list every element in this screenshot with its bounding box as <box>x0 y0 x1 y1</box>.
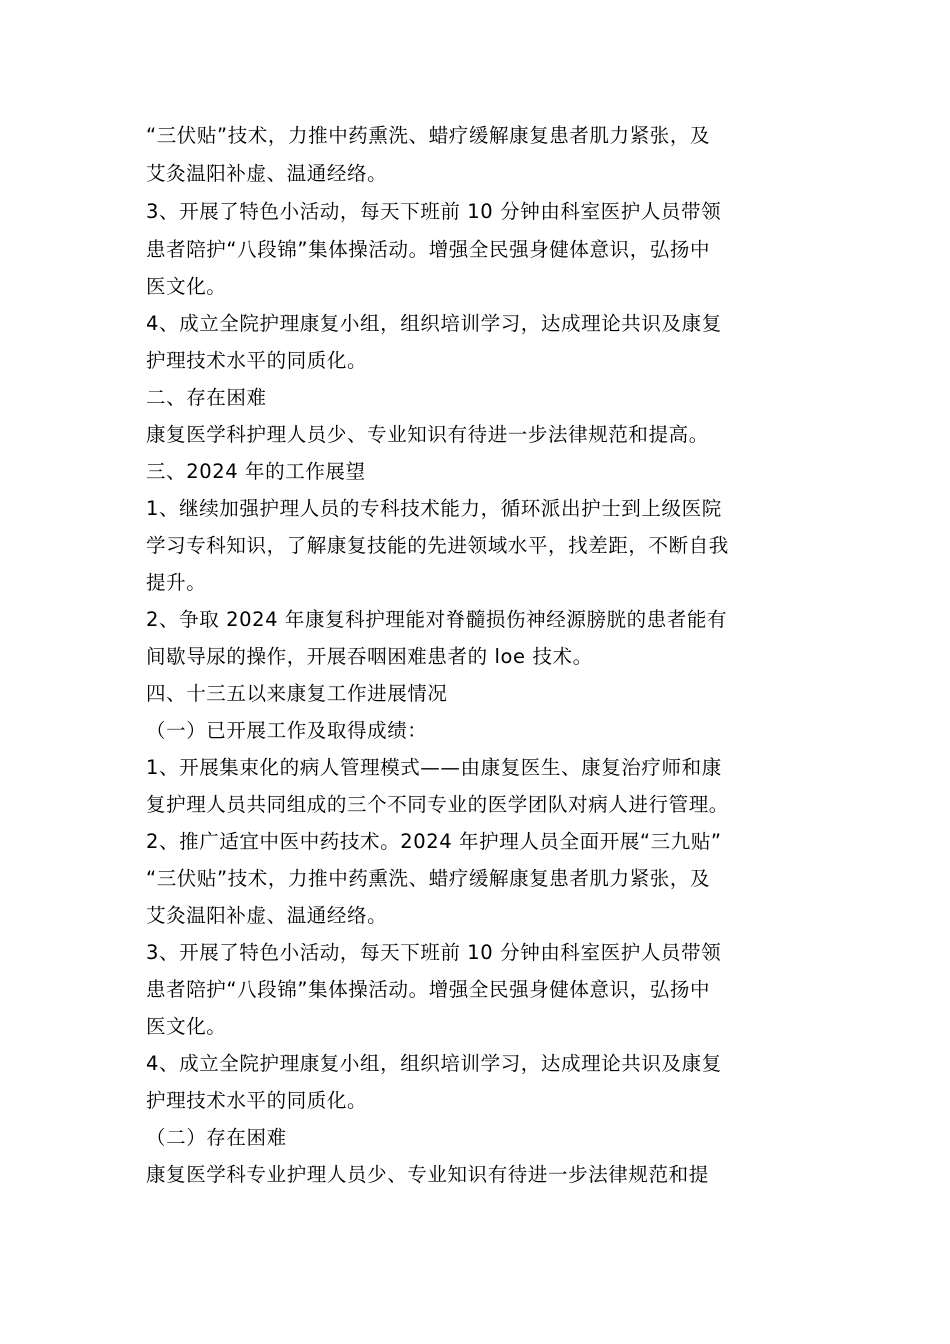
text-line: 学习专科知识，了解康复技能的先进领域水平，找差距，不断自我 <box>146 534 729 557</box>
text-line: 医文化。 <box>146 275 227 298</box>
section-heading: 二、存在困难 <box>146 386 267 409</box>
text-line: 护理技术水平的同质化。 <box>146 349 368 372</box>
text-line: 艾灸温阳补虚、温通经络。 <box>146 162 388 185</box>
text-line: 护理技术水平的同质化。 <box>146 1089 368 1112</box>
text-line: “三伏贴”技术，力推中药熏洗、蜡疗缓解康复患者肌力紧张，及 <box>146 124 711 147</box>
section-heading: 四、十三五以来康复工作进展情况 <box>146 682 448 705</box>
text-line: “三伏贴”技术，力推中药熏洗、蜡疗缓解康复患者肌力紧张，及 <box>146 867 711 890</box>
text-line: 患者陪护“八段锦”集体操活动。增强全民强身健体意识，弘扬中 <box>146 238 711 261</box>
text-line: 提升。 <box>146 571 207 594</box>
text-line: 4、成立全院护理康复小组，组织培训学习，达成理论共识及康复 <box>146 312 722 335</box>
text-line: 患者陪护“八段锦”集体操活动。增强全民强身健体意识，弘扬中 <box>146 978 711 1001</box>
subsection-heading: （一）已开展工作及取得成绩： <box>146 719 428 742</box>
text-line: 1、继续加强护理人员的专科技术能力，循环派出护士到上级医院 <box>146 497 722 520</box>
text-line: 1、开展集束化的病人管理模式——由康复医生、康复治疗师和康 <box>146 756 722 779</box>
subsection-heading: （二）存在困难 <box>146 1126 287 1149</box>
text-line: 2、争取 2024 年康复科护理能对脊髓损伤神经源膀胱的患者能有 <box>146 608 728 631</box>
text-line: 艾灸温阳补虚、温通经络。 <box>146 904 388 927</box>
text-line: 复护理人员共同组成的三个不同专业的医学团队对病人进行管理。 <box>146 793 729 816</box>
text-line: 2、推广适宜中医中药技术。2024 年护理人员全面开展“三九贴” <box>146 830 722 853</box>
text-line: 3、开展了特色小活动，每天下班前 10 分钟由科室医护人员带领 <box>146 941 722 964</box>
text-line: 间歇导尿的操作，开展吞咽困难患者的 loe 技术。 <box>146 645 593 668</box>
text-line: 3、开展了特色小活动，每天下班前 10 分钟由科室医护人员带领 <box>146 200 722 223</box>
text-line: 康复医学科护理人员少、专业知识有待进一步法律规范和提高。 <box>146 423 709 446</box>
text-line: 康复医学科专业护理人员少、专业知识有待进一步法律规范和提 <box>146 1163 709 1186</box>
text-line: 医文化。 <box>146 1015 227 1038</box>
section-heading: 三、2024 年的工作展望 <box>146 460 366 483</box>
text-line: 4、成立全院护理康复小组，组织培训学习，达成理论共识及康复 <box>146 1052 722 1075</box>
